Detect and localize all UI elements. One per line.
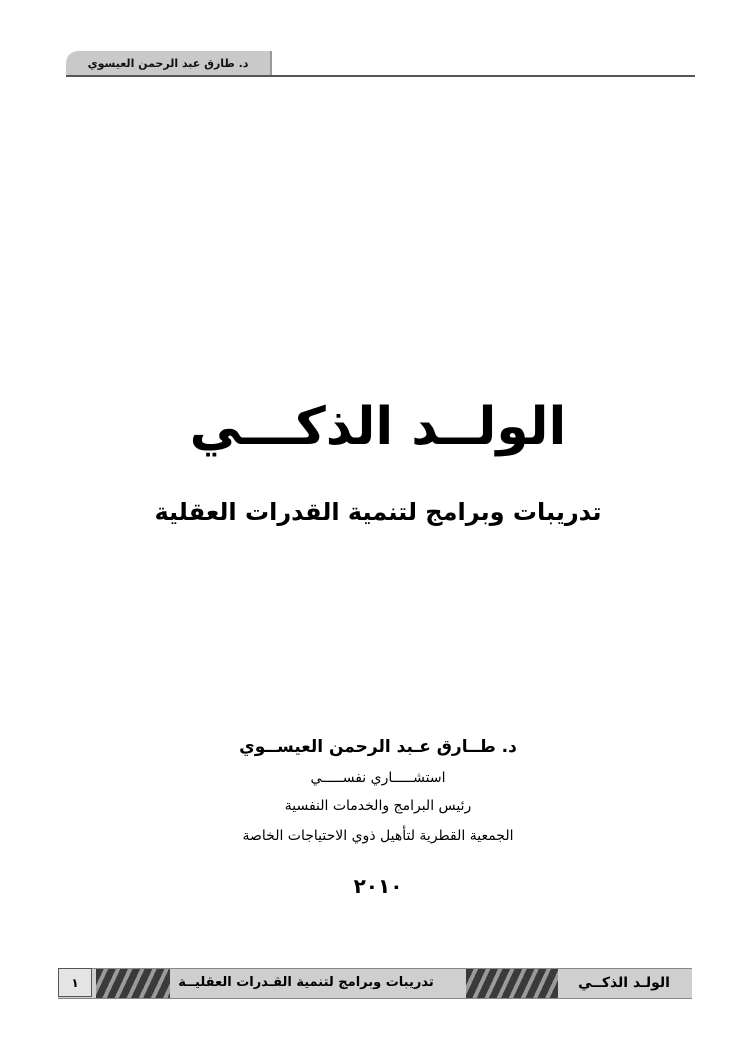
book-subtitle: تدريبات وبرامج لتنمية القدرات العقلية	[154, 498, 602, 526]
book-title: الولــد الذكـــي	[189, 397, 567, 457]
footer-stripes-left	[96, 969, 170, 998]
footer-page-number: ١	[58, 968, 92, 997]
author-role: استشـــــاري نفســـــي	[310, 770, 446, 786]
publication-year: ٢٠١٠	[353, 874, 403, 898]
footer-title: الولـد الذكــي	[578, 974, 670, 991]
footer-stripes-right	[466, 969, 558, 998]
header-author-text: د. طارق عبد الرحمن العيسوي	[87, 56, 249, 70]
header-author-tab	[66, 51, 270, 75]
author-organization: الجمعية القطرية لتأهيل ذوي الاحتياجات الخاصة	[242, 828, 514, 844]
author-name: د. طــارق عـبد الرحمن العيســوي	[239, 737, 517, 757]
footer-subtitle: تدريبات وبرامج لتنمية القـدرات العقليــة	[178, 975, 434, 990]
author-position: رئيس البرامج والخدمات النفسية	[284, 798, 472, 814]
header-rule	[66, 75, 695, 77]
